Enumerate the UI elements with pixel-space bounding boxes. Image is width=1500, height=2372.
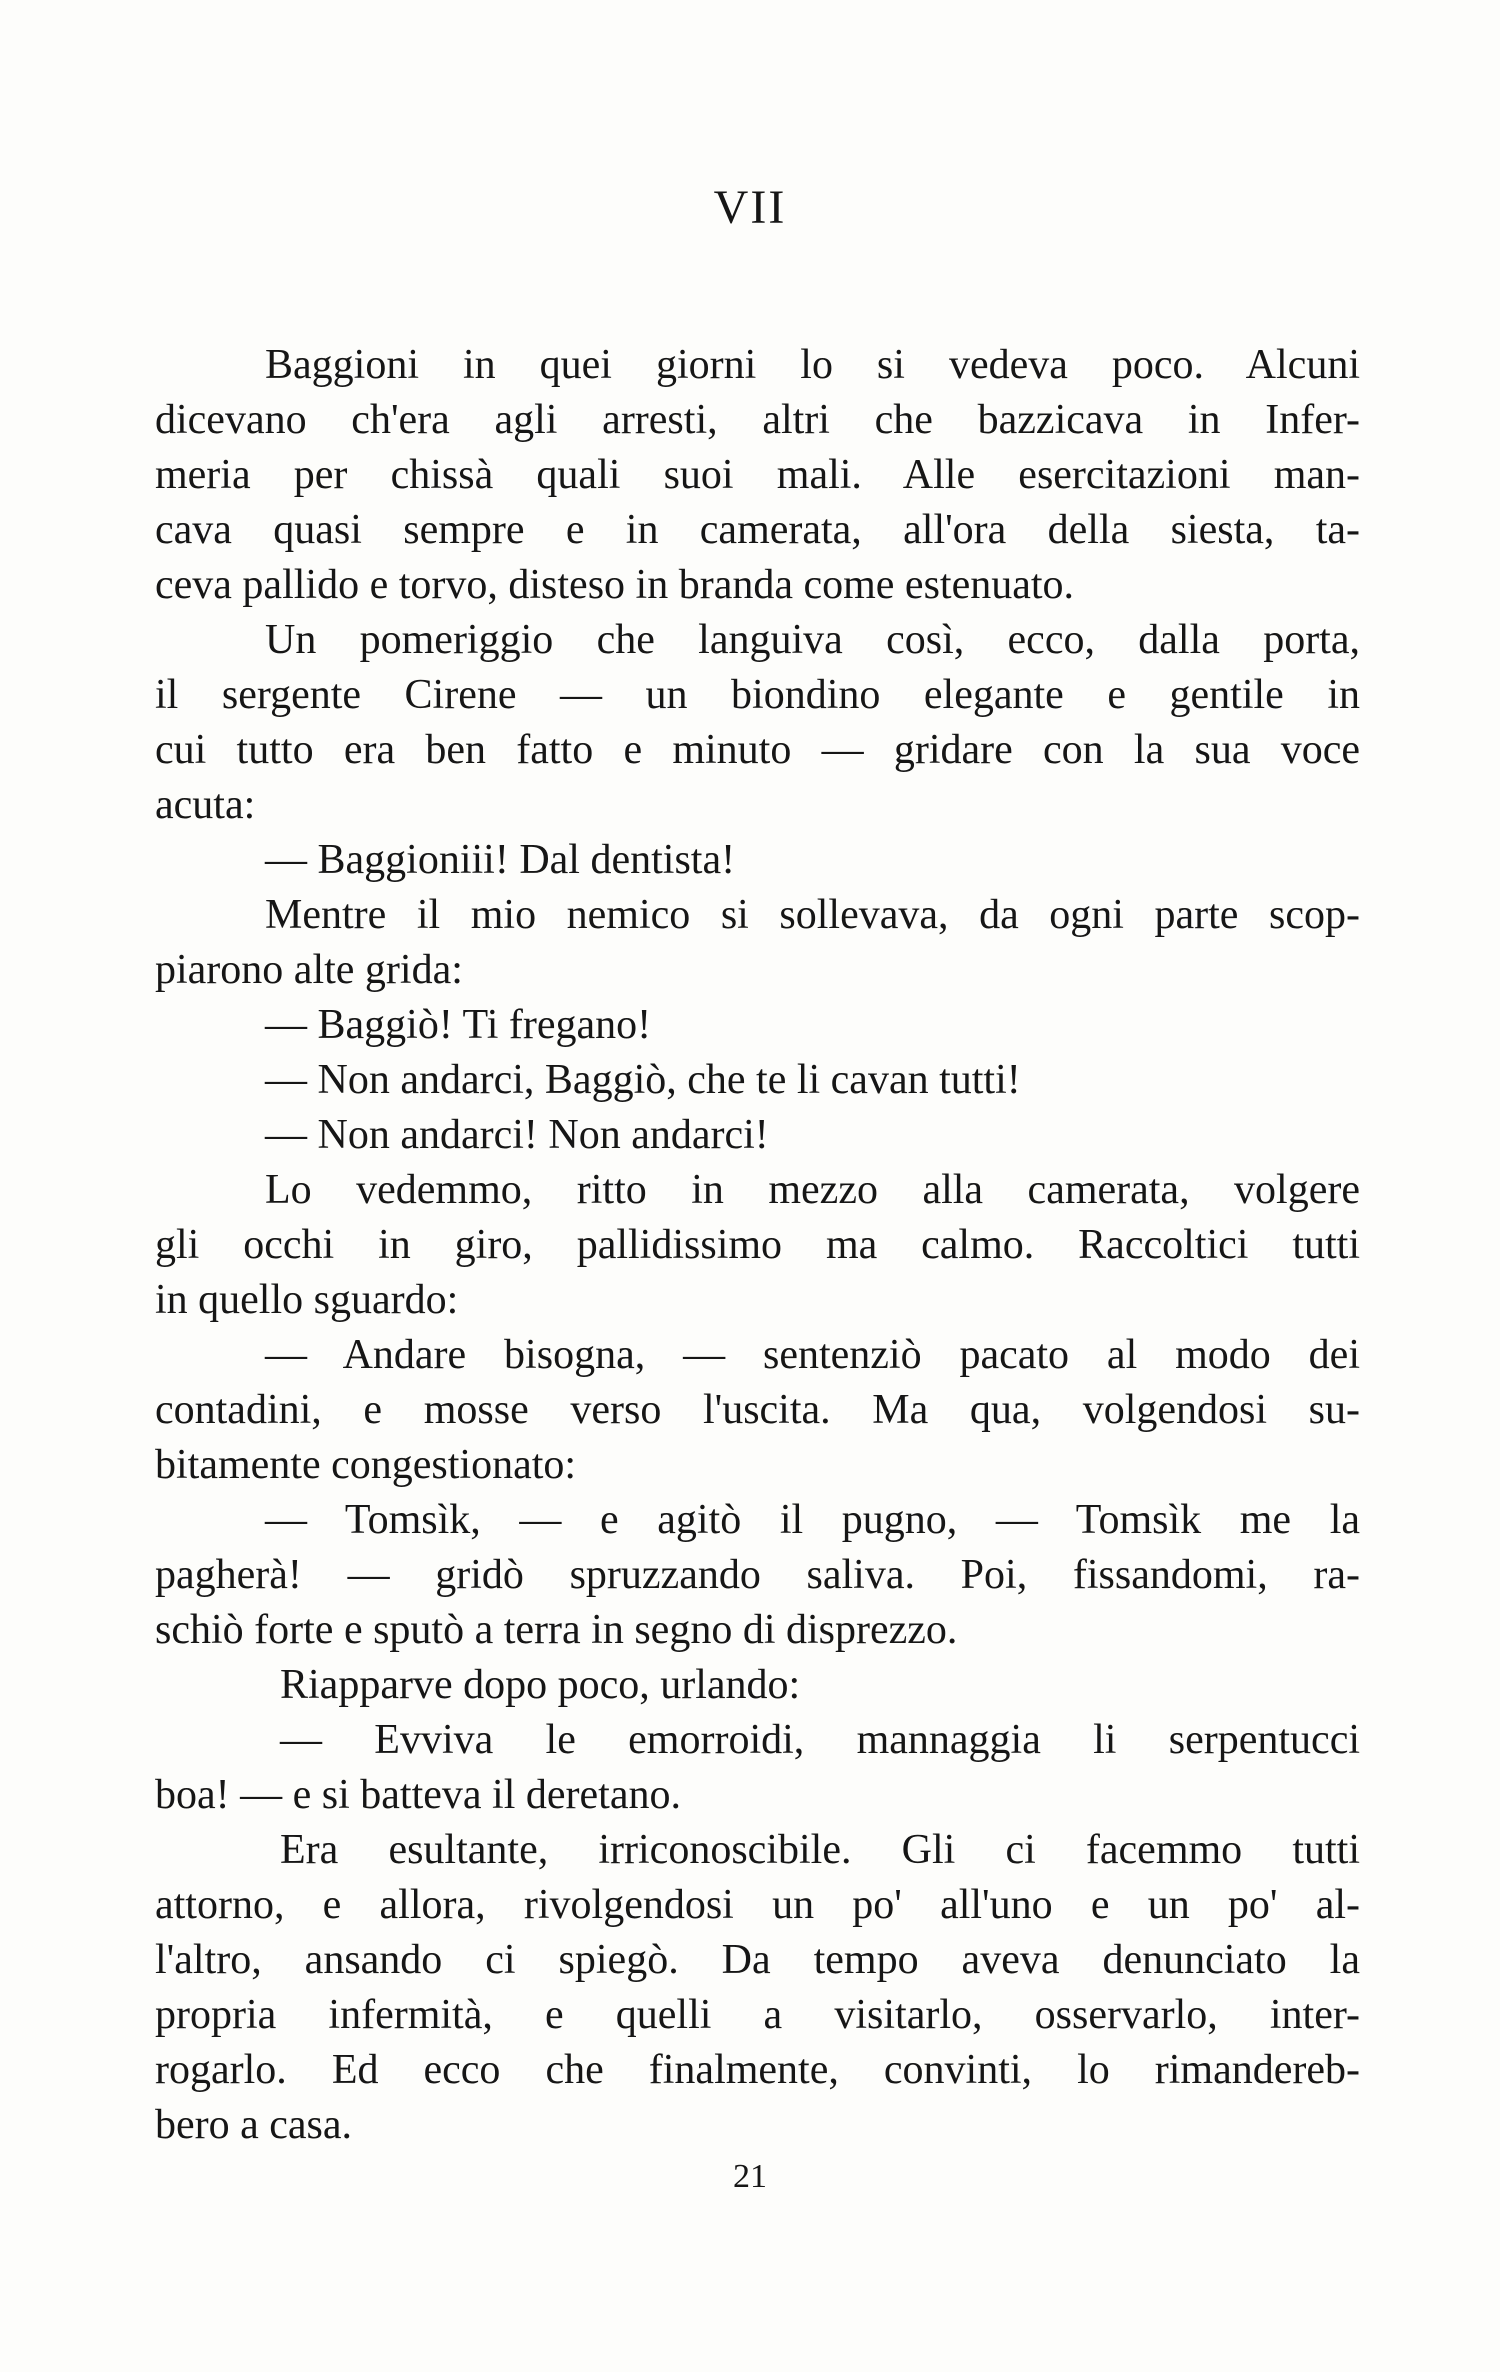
text-line: Baggioni in quei giorni lo si vedeva poco. Alcuni bbox=[265, 342, 1360, 388]
text-line: meria per chissà quali suoi mali. Alle esercitazioni man- bbox=[155, 452, 1360, 498]
text-line: Era esultante, irriconoscibile. Gli ci facemmo tutti bbox=[280, 1827, 1360, 1873]
text-line: — Non andarci, Baggiò, che te li cavan tutti! bbox=[265, 1057, 1021, 1103]
text-line: pagherà! — gridò spruzzando saliva. Poi, fissandomi, ra- bbox=[155, 1552, 1360, 1598]
text-line: bitamente congestionato: bbox=[155, 1442, 577, 1488]
text-line: — Baggioniii! Dal dentista! bbox=[265, 837, 736, 883]
text-line: contadini, e mosse verso l'uscita. Ma qua, volgendosi su- bbox=[155, 1387, 1360, 1433]
chapter-title: VII bbox=[713, 181, 787, 234]
text-line: bero a casa. bbox=[155, 2102, 353, 2148]
text-line: — Tomsìk, — e agitò il pugno, — Tomsìk me la bbox=[265, 1497, 1360, 1543]
text-line: cava quasi sempre e in camerata, all'ora della siesta, ta- bbox=[155, 507, 1360, 553]
text-line: attorno, e allora, rivolgendosi un po' all'uno e un po' al- bbox=[155, 1882, 1360, 1928]
text-line: boa! — e si batteva il deretano. bbox=[155, 1772, 681, 1818]
page-number: 21 bbox=[733, 2158, 767, 2195]
text-line: — Baggiò! Ti fregano! bbox=[265, 1002, 652, 1048]
text-line: — Non andarci! Non andarci! bbox=[265, 1112, 769, 1158]
text-line: il sergente Cirene — un biondino elegante e gentile in bbox=[155, 672, 1360, 718]
text-line: cui tutto era ben fatto e minuto — gridare con la sua voce bbox=[155, 727, 1360, 773]
text-line: piarono alte grida: bbox=[155, 947, 463, 993]
text-line: gli occhi in giro, pallidissimo ma calmo. Raccoltici tutti bbox=[155, 1222, 1360, 1268]
body-text bbox=[155, 338, 1360, 2153]
text-line: in quello sguardo: bbox=[155, 1277, 459, 1323]
text-line: — Evviva le emorroidi, mannaggia li serpentucci bbox=[280, 1717, 1360, 1763]
text-line: dicevano ch'era agli arresti, altri che bazzicava in Infer- bbox=[155, 397, 1360, 443]
text-line: l'altro, ansando ci spiegò. Da tempo aveva denunciato la bbox=[155, 1937, 1360, 1983]
text-line: Mentre il mio nemico si sollevava, da ogni parte scop- bbox=[265, 892, 1360, 938]
text-line: acuta: bbox=[155, 782, 256, 828]
text-line: schiò forte e sputò a terra in segno di disprezzo. bbox=[155, 1607, 958, 1653]
text-line: — Andare bisogna, — sentenziò pacato al modo dei bbox=[265, 1332, 1360, 1378]
text-line: ceva pallido e torvo, disteso in branda come estenuato. bbox=[155, 562, 1075, 608]
text-line: Riapparve dopo poco, urlando: bbox=[280, 1662, 801, 1708]
text-line: Un pomeriggio che languiva così, ecco, dalla porta, bbox=[265, 617, 1360, 663]
text-line: rogarlo. Ed ecco che finalmente, convinti, lo rimandereb- bbox=[155, 2047, 1360, 2093]
text-line: Lo vedemmo, ritto in mezzo alla camerata, volgere bbox=[265, 1167, 1360, 1213]
text-line: propria infermità, e quelli a visitarlo, osservarlo, inter- bbox=[155, 1992, 1360, 2038]
